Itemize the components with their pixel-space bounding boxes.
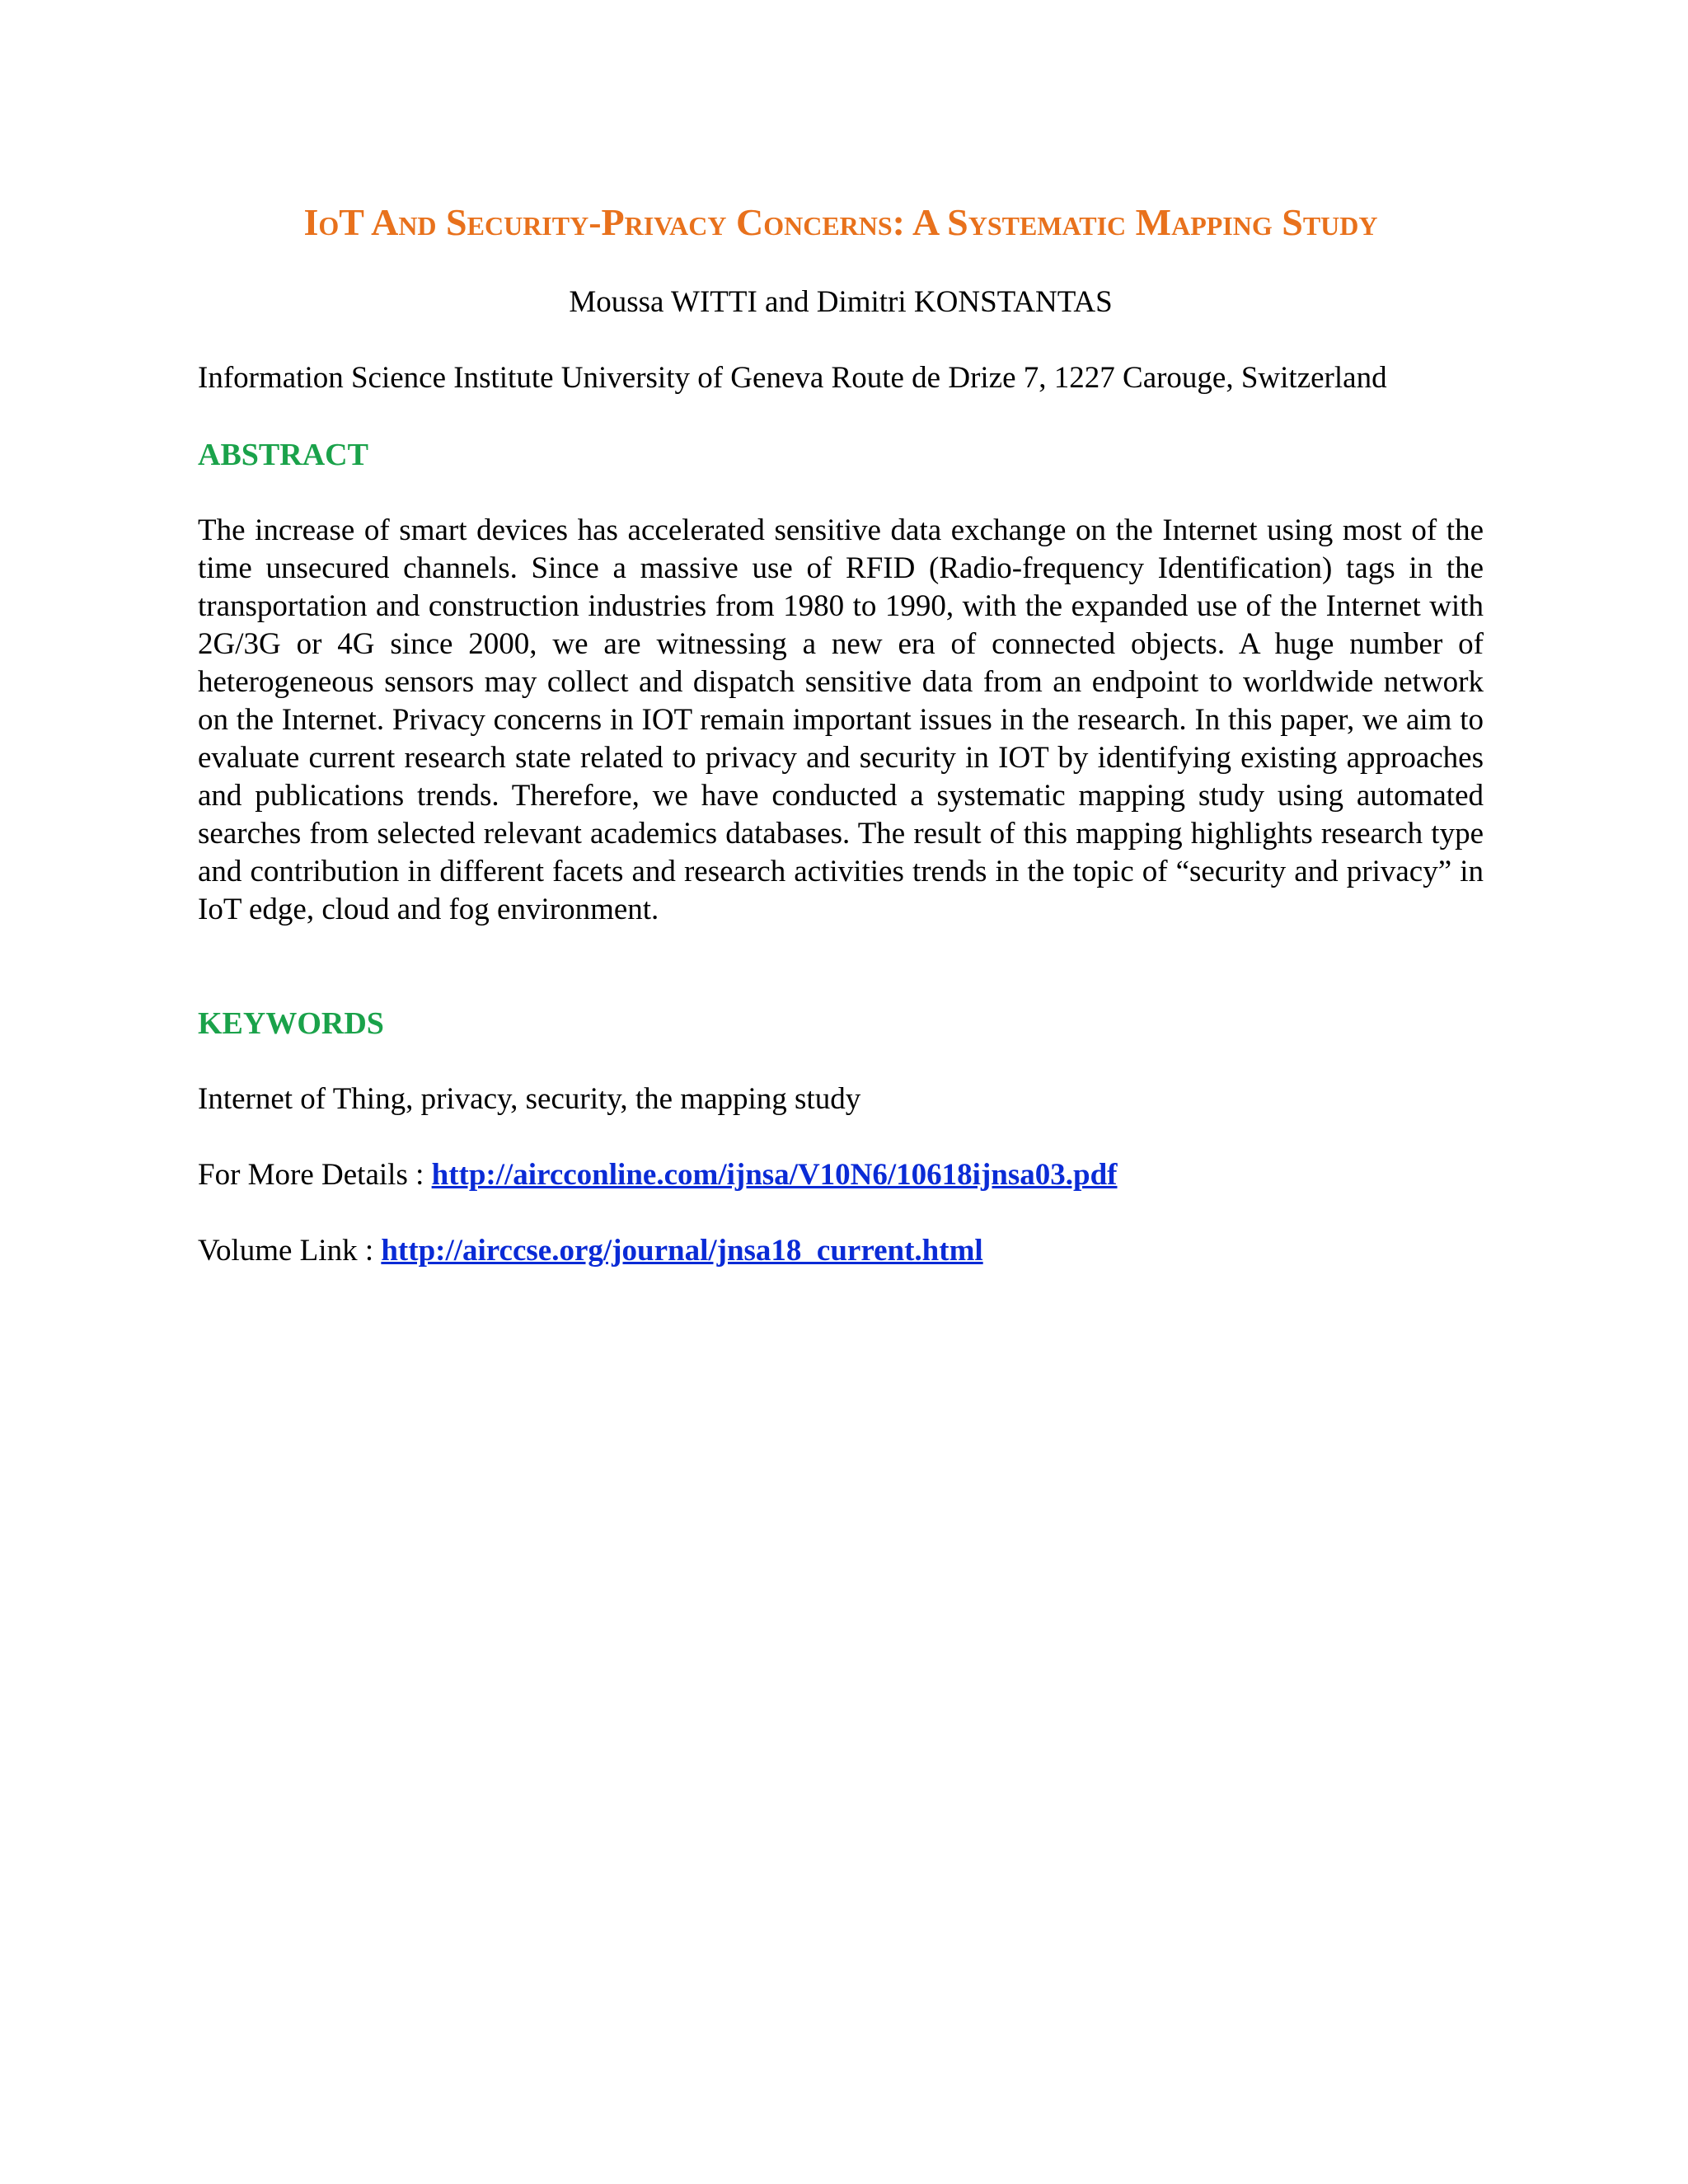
abstract-text: The increase of smart devices has accelerated sensitive data exchange on the Internet using most of the time unsecured channels. Since a massive use of RFID (Radio-frequency Identification) tags in the transportation and construction industries from 1980 to 1990, with the expanded use of the Internet with 2G/3G or 4G since 2000, we are witnessing a new era of connected objects. A huge number of heterogeneous sensors may collect and dispatch sensitive data from an endpoint to worldwide network on the Internet. Privacy concerns in IOT remain important issues in the research. In this paper, we aim to evaluate current research state related to privacy and security in IOT by identifying existing approaches and publications trends. Therefore, we have conducted a systematic mapping study using automated searches from selected relevant academics databases. The result of this mapping highlights research type and contribution in different facets and research activities trends in the topic of “security and privacy” in IoT edge, cloud and fog environment. [198,513,1484,926]
volume-link[interactable]: http://airccse.org/journal/jnsa18_current.html [381,1234,983,1268]
keywords-text: Internet of Thing, privacy, security, the mapping study [198,1082,861,1116]
paper-title: IoT And Security-Privacy Concerns: A Systematic Mapping Study [303,201,1378,243]
more-details-line [198,1155,1117,1195]
keywords-heading: KEYWORDS [198,1006,384,1041]
volume-link-label: Volume Link : [198,1234,382,1268]
paper-authors: Moussa WITTI and Dimitri KONSTANTAS [569,285,1113,319]
more-details-link[interactable]: http://aircconline.com/ijnsa/V10N6/10618ijnsa03.pdf [431,1158,1118,1192]
more-details-label: For More Details : [198,1158,432,1192]
volume-link-line [198,1231,983,1271]
abstract-heading: ABSTRACT [198,438,368,472]
author-affiliation: Information Science Institute University of Geneva Route de Drize 7, 1227 Carouge, Switzerland [198,361,1387,395]
